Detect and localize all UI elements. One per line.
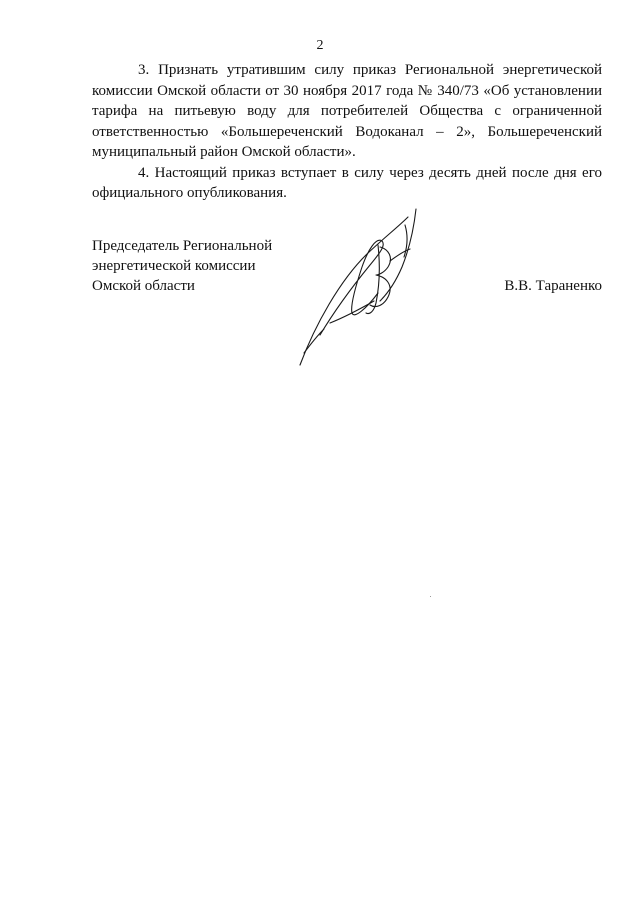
paragraph-4: 4. Настоящий приказ вступает в силу через десять дней после дня его официального опубликования. bbox=[92, 164, 602, 201]
signer-title-line-3: Омской области bbox=[92, 278, 195, 294]
paragraph-3: 3. Признать утратившим силу приказ Региональной энергетической комиссии Омской области от 30 ноября 2017 года № 340/73 «Об установлении тарифа на питьевую воду для потребителей Общества с ограниченной ответственностью «Большереченский Водоканал – 2», Большереченский муниципальный район Омской области». bbox=[92, 62, 602, 160]
signature-icon bbox=[290, 205, 440, 370]
document-body bbox=[92, 60, 602, 204]
signer-title-line-2: энергетической комиссии bbox=[92, 258, 256, 274]
page-number: 2 bbox=[316, 38, 324, 53]
scan-artifact-dot bbox=[430, 596, 431, 597]
signer-name: В.В. Тараненко bbox=[504, 278, 602, 294]
signer-title-line-1: Председатель Региональной bbox=[92, 238, 273, 254]
